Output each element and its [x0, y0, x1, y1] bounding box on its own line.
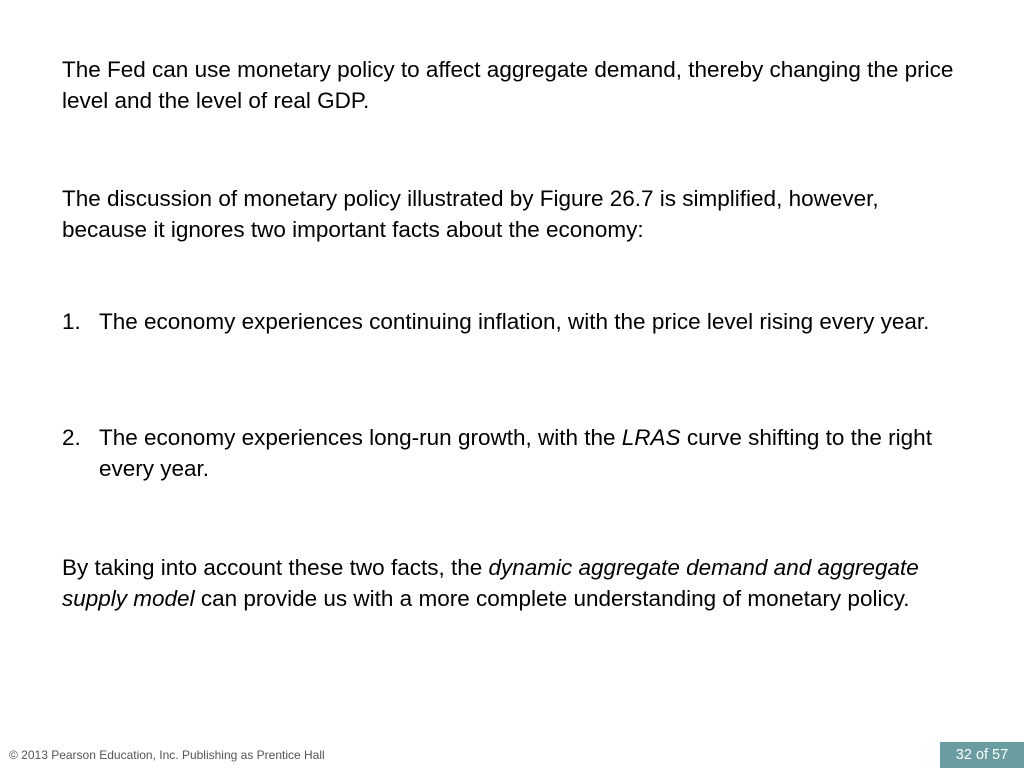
- list-item: [62, 422, 962, 484]
- conclusion-text-after: can provide us with a more complete understanding of monetary policy.: [194, 586, 910, 611]
- page-counter: 32 of 57: [940, 742, 1024, 768]
- paragraph-intro: The Fed can use monetary policy to affect aggregate demand, thereby changing the price level and the level of real GDP.: [62, 57, 954, 113]
- list-item-text-after: curve shifting to the right every year.: [99, 425, 932, 481]
- paragraph-discussion: The discussion of monetary policy illustrated by Figure 26.7 is simplified, however, because it ignores two important facts about the economy:: [62, 186, 879, 242]
- dynamic-model-term: dynamic aggregate demand and aggregate supply model: [62, 555, 919, 611]
- list-item-number: 2.: [62, 425, 81, 450]
- conclusion-text-before: By taking into account these two facts, the: [62, 555, 489, 580]
- list-item-text: The economy experiences continuing inflation, with the price level rising every year.: [99, 309, 930, 334]
- list-item-text-before: The economy experiences long-run growth, with the: [99, 425, 622, 450]
- list-item-number: 1.: [62, 309, 81, 334]
- list-item-text: [99, 422, 962, 484]
- lras-term: LRAS: [621, 425, 681, 450]
- paragraph-conclusion: [62, 552, 962, 614]
- list-item: [62, 306, 962, 337]
- copyright-footer: © 2013 Pearson Education, Inc. Publishing as Prentice Hall: [9, 748, 325, 762]
